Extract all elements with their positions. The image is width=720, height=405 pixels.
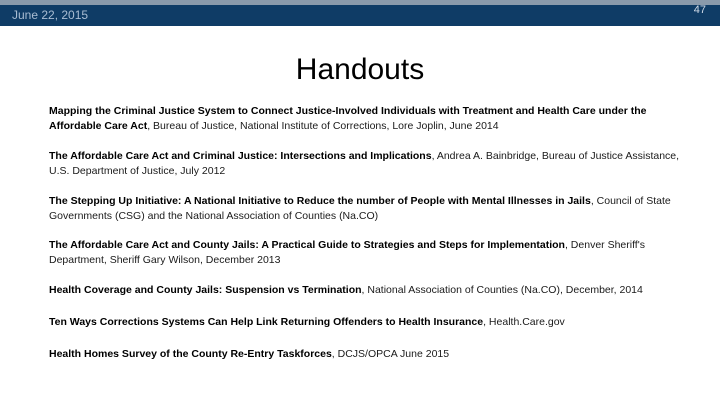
handout-item — [49, 347, 689, 362]
handout-title: The Stepping Up Initiative: A National Initiative to Reduce the number of People with Mental Illnesses in Jails — [49, 195, 591, 207]
handout-details: , DCJS/OPCA June 2015 — [331, 348, 450, 360]
handout-details: , Denver Sheriff's Department, Sheriff Gary Wilson, December 2013 — [49, 239, 645, 266]
handout-details: , Bureau of Justice, National Institute of Corrections, Lore Joplin, June 2014 — [147, 120, 499, 132]
handout-item — [49, 194, 689, 224]
handout-details: , Andrea A. Bainbridge, Bureau of Justice Assistance, U.S. Department of Justice, July 2012 — [49, 150, 680, 177]
handout-title: Ten Ways Corrections Systems Can Help Link Returning Offenders to Health Insurance — [49, 316, 484, 328]
handout-details: , National Association of Counties (Na.CO), December, 2014 — [361, 284, 643, 296]
handout-item — [49, 238, 689, 268]
page-title: Handouts — [295, 53, 425, 86]
slide-number: 47 — [693, 4, 706, 16]
handout-item — [49, 315, 689, 330]
handout-title: Health Homes Survey of the County Re-Entry Taskforces — [49, 348, 332, 360]
header-stripe — [0, 0, 720, 5]
handout-title: Health Coverage and County Jails: Suspension vs Termination — [49, 284, 362, 296]
handout-item — [49, 149, 689, 179]
handout-item — [49, 104, 689, 134]
header-bar — [0, 0, 720, 26]
presentation-date: June 22, 2015 — [12, 8, 89, 22]
handout-title: Mapping the Criminal Justice System to Connect Justice-Involved Individuals with Treatment and Health Care under the Affordable Care Act — [49, 105, 647, 132]
handout-item — [49, 283, 689, 298]
handout-details: , Council of State Governments (CSG) and the National Association of Counties (Na.CO) — [49, 195, 671, 222]
handout-details: , Health.Care.gov — [483, 316, 565, 328]
handout-title: The Affordable Care Act and Criminal Justice: Intersections and Implications — [49, 150, 432, 162]
handout-title: The Affordable Care Act and County Jails: A Practical Guide to Strategies and Steps for Implementation — [49, 239, 565, 251]
